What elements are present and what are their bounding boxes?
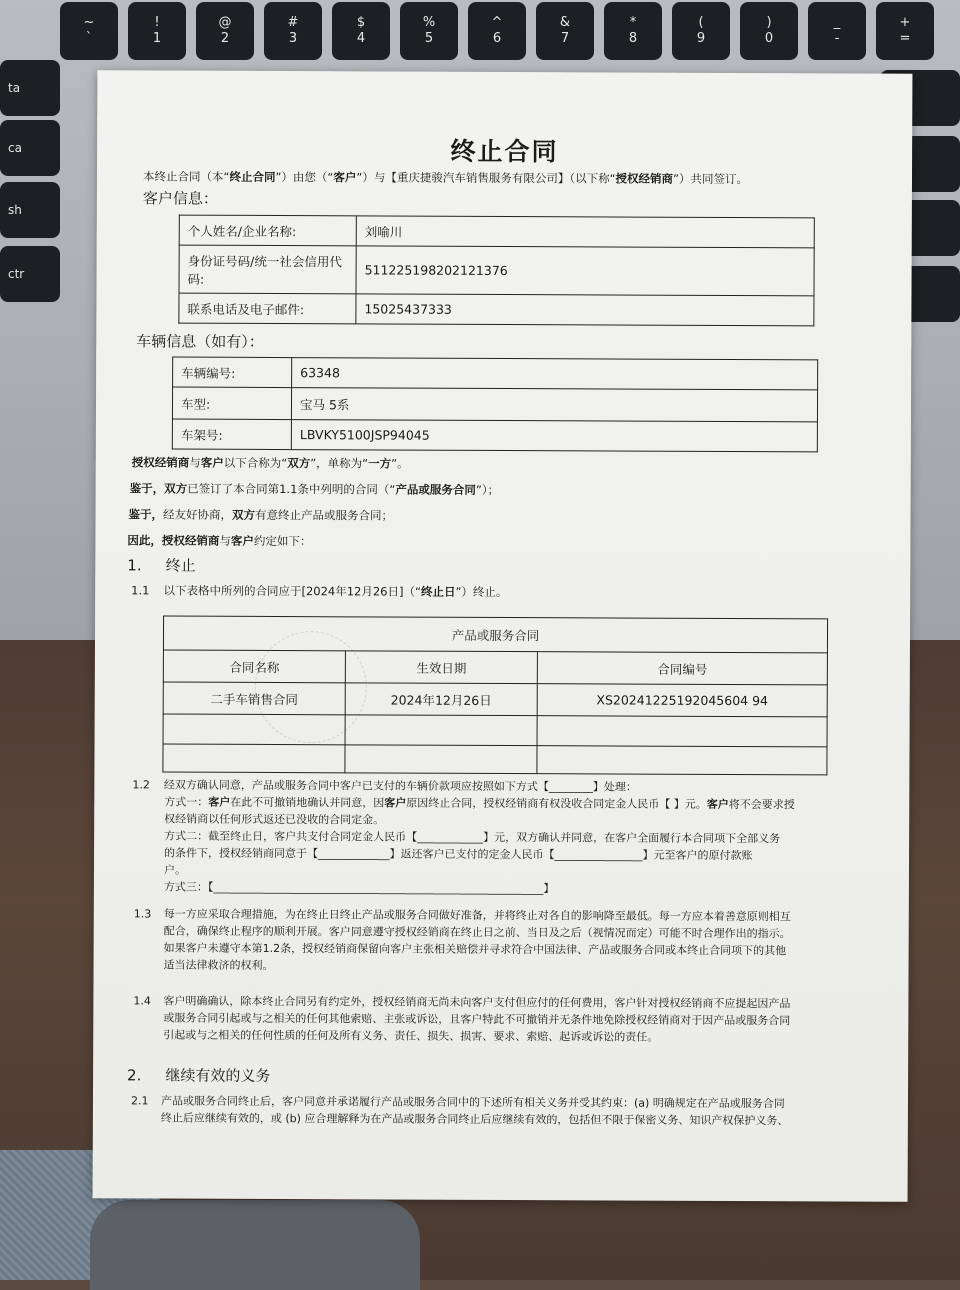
clause-line: 每一方应采取合理措施，为在终止日终止产品或服务合同做好准备，并将终止对各自的影响降至最低。每一方应本着善意原则相互	[163, 907, 791, 924]
clause-line: 终止后应继续有效的，或 (b) 应合理解释为在产品或服务合同终止后应继续有效的，包括但不限于保密义务、知识产权保护义务、	[160, 1111, 789, 1128]
key-base-label: 5	[424, 31, 434, 46]
bold-term: 终止日	[420, 584, 456, 599]
keyboard-key	[808, 2, 866, 60]
parties-paragraph	[132, 452, 409, 473]
field-label: 身份证号码/统一社会信用代码:	[179, 245, 356, 294]
key-shift-label: $	[356, 15, 366, 31]
option-2-cont: 的条件下，授权经销商同意于【_____________】返还客户已支付的定金人民币【________________】元至客户的原付款账	[164, 846, 753, 863]
clause-line: 适当法律救济的权利。	[163, 958, 274, 973]
text: 与	[219, 533, 231, 548]
therefore-paragraph	[127, 530, 311, 551]
key-base-label: 4	[356, 31, 366, 46]
intro-bold: 终止合同	[229, 169, 276, 185]
section-number: 2.	[127, 1066, 142, 1085]
clause-1-3	[134, 905, 791, 976]
text: 在此不可撤销地确认并同意，因	[230, 795, 385, 810]
intro-paragraph	[143, 166, 748, 189]
key-base-label: 9	[696, 31, 706, 46]
option-2: 方式二：截至终止日，客户共支付合同定金人民币【____________】元，双方确认并同意，在客户全面履行本合同项下全部义务	[164, 829, 781, 846]
table-row	[172, 387, 817, 422]
key-base-label: 1	[152, 31, 162, 46]
field-value: 511225198202121376	[356, 246, 814, 296]
text: ”）；	[475, 482, 500, 497]
table-caption: 产品或服务合同	[163, 616, 827, 653]
section-2-heading	[127, 1064, 270, 1086]
intro-bold: 授权经销商	[615, 171, 674, 186]
vehicle-info-heading: 车辆信息（如有）：	[136, 332, 264, 351]
vehicle-info-table	[172, 357, 818, 453]
key-shift-label: #	[287, 15, 299, 31]
field-value: 刘喻川	[356, 216, 814, 248]
clause-number: 1.2	[132, 778, 150, 792]
text: 原因终止合同，授权经销商有权没收合同定金人民币【 】元。	[406, 796, 707, 811]
key-base-label: `	[85, 31, 93, 46]
bold-term: 鉴于，	[128, 507, 164, 522]
tab-key: ta	[0, 60, 60, 116]
clause-1-2	[132, 776, 795, 898]
customer-info-heading: 客户信息：	[142, 189, 218, 208]
contract-paper	[93, 70, 913, 1202]
number-key-row	[60, 2, 934, 60]
field-label: 联系电话及电子邮件:	[179, 293, 356, 324]
key-base-label: 0	[764, 31, 774, 46]
column-header: 合同名称	[163, 650, 345, 683]
clause-line: 配合，确保终止程序的顺利开展。客户同意遵守授权经销商在终止日之前、当日及之后（视情况而定）可能不时合理作出的指示。	[163, 924, 791, 941]
key-base-label: =	[899, 31, 911, 46]
section-title: 继续有效的义务	[165, 1066, 271, 1085]
table-header-row	[163, 650, 827, 685]
bold-term: 客户	[200, 455, 224, 470]
field-value: LBVKY5100JSP94045	[291, 420, 817, 452]
field-label: 个人姓名/企业名称:	[179, 215, 356, 246]
text: 以下表格中所列的合同应于[2024年12月26日]（“	[163, 583, 421, 599]
keyboard-key	[196, 2, 254, 60]
keyboard-key	[332, 2, 390, 60]
bold-term: 客户	[706, 797, 729, 811]
key-shift-label: %	[422, 15, 436, 31]
key-shift-label: !	[154, 15, 160, 31]
key-shift-label: (	[698, 15, 704, 31]
customer-info-table	[178, 215, 814, 327]
bold-term: 一方	[368, 456, 392, 471]
bold-term: 双方	[231, 507, 256, 522]
intro-text: 本终止合同（本“	[142, 169, 230, 184]
key-shift-label: &	[559, 15, 571, 31]
text: ”，单称为“	[310, 456, 369, 471]
text: 以下合称为“	[223, 455, 288, 471]
text: 已签订了本合同第1.1条中列明的合同（“	[187, 481, 396, 497]
keyboard-key	[468, 2, 526, 60]
text: 将不会要求授	[728, 797, 795, 812]
keyboard-key	[264, 2, 322, 60]
ctrl-key: ctr	[0, 246, 60, 302]
key-shift-label: _	[833, 15, 841, 31]
field-label: 车辆编号:	[173, 357, 292, 388]
intro-text: ”）由您（“	[275, 170, 334, 185]
bold-term: 双方	[287, 456, 311, 471]
field-label: 车架号:	[172, 419, 291, 450]
key-base-label: -	[834, 31, 840, 46]
key-base-label: 3	[288, 31, 298, 46]
key-shift-label: +	[899, 15, 911, 31]
table-row	[172, 419, 817, 452]
whereas-2	[128, 504, 393, 525]
bold-term: 授权经销商	[131, 455, 190, 470]
whereas-1	[130, 478, 500, 500]
clause-line: 或服务合同引起或与之相关的任何其他索赔、主张或诉讼，且客户特此不可撤销并无条件地免除授权经销商对于因产品或服务合同	[163, 1011, 791, 1028]
keyboard-key	[128, 2, 186, 60]
clause-line: 客户明确确认，除本终止合同另有约定外，授权经销商无尚未向客户支付但应付的任何费用，客户针对授权经销商不应提起因产品	[163, 994, 791, 1011]
keyboard-key	[400, 2, 458, 60]
keyboard-key	[536, 2, 594, 60]
key-base-label: 8	[628, 31, 638, 46]
contract-table	[162, 616, 828, 776]
clause-1-1	[131, 580, 507, 602]
caps-key: ca	[0, 120, 60, 176]
option-1-cont: 权经销商以任何形式返还已没收的合同定金。	[164, 812, 385, 827]
field-label: 车型:	[172, 387, 291, 420]
text: ”。	[391, 456, 409, 471]
field-value: 63348	[292, 358, 818, 390]
table-row	[163, 744, 827, 775]
table-cell: XS20241225192045604 94	[537, 684, 827, 717]
field-value: 15025437333	[356, 294, 814, 326]
intro-text: ”）与【重庆捷骏汽车销售服务有限公司】（以下称“	[356, 170, 616, 186]
clause-line: 引起或与之相关的任何性质的任何及所有义务、责任、损失、损害、要求、索赔、起诉或诉讼的责任。	[163, 1028, 659, 1044]
clause-line: 产品或服务合同终止后，客户同意并承诺履行产品或服务合同中的下述所有相关义务并受其约束：(a) 明确规定在产品或服务合同	[160, 1094, 785, 1111]
table-row	[163, 714, 827, 747]
table-cell	[345, 745, 537, 774]
clause-2-1	[131, 1092, 789, 1129]
bold-term: 因此，授权经销商	[127, 533, 220, 548]
table-cell	[163, 744, 345, 773]
section-title: 终止	[165, 556, 196, 575]
table-row	[179, 293, 814, 326]
section-1-heading	[127, 554, 195, 575]
section-number: 1.	[127, 556, 142, 575]
key-shift-label: @	[218, 15, 232, 31]
intro-text: ”）共同签订。	[673, 171, 749, 187]
bold-term: 产品或服务合同	[395, 482, 476, 497]
option-3: 方式三：【____________________________________________________________】	[163, 880, 555, 896]
table-cell	[537, 746, 827, 775]
clause-number: 1.4	[133, 994, 151, 1008]
text: 经友好协商，	[162, 507, 233, 522]
key-shift-label: ^	[491, 15, 503, 31]
clause-1-4	[133, 992, 790, 1046]
person-sleeve	[90, 1200, 420, 1290]
key-shift-label: )	[766, 15, 772, 31]
text: 约定如下：	[253, 533, 312, 549]
field-value: 宝马 5系	[291, 388, 817, 422]
table-cell: 2024年12月26日	[345, 683, 537, 716]
table-cell: 二手车销售合同	[163, 682, 345, 715]
text: 与	[189, 455, 201, 470]
intro-bold: 客户	[333, 170, 357, 185]
table-row	[173, 357, 818, 390]
key-base-label: 2	[220, 31, 230, 46]
bold-term: 客户	[384, 796, 407, 810]
column-header: 合同编号	[537, 652, 827, 685]
column-header: 生效日期	[345, 651, 537, 684]
table-caption-row	[163, 616, 827, 653]
keyboard-key	[60, 2, 118, 60]
table-cell	[163, 714, 345, 745]
keyboard-key	[672, 2, 730, 60]
shift-key: sh	[0, 182, 60, 238]
key-shift-label: ~	[83, 15, 95, 31]
key-base-label: 7	[560, 31, 570, 46]
option-2-end: 户。	[163, 863, 187, 877]
text: ”）终止。	[455, 584, 508, 600]
table-cell	[345, 715, 537, 746]
text: 经双方确认同意，产品或服务合同中客户已支付的车辆价款项应按照如下方式【________】处理：	[163, 778, 637, 794]
keyboard-key	[740, 2, 798, 60]
table-row	[179, 215, 814, 248]
keyboard-key	[876, 2, 934, 60]
key-shift-label: *	[629, 15, 637, 31]
table-cell	[537, 716, 827, 747]
bold-term: 客户	[230, 533, 254, 548]
clause-line: 如果客户未遵守本第1.2条，授权经销商保留向客户主张相关赔偿并寻求符合中国法律、产品或服务合同或本终止合同项下的其他	[163, 941, 787, 958]
bold-term: 客户	[208, 795, 231, 809]
text: 方式一：	[164, 795, 209, 809]
clause-number: 1.3	[133, 907, 152, 921]
clause-number: 2.1	[130, 1094, 149, 1108]
keyboard-key	[604, 2, 662, 60]
table-row	[163, 682, 827, 717]
clause-number: 1.1	[131, 583, 150, 598]
key-base-label: 6	[492, 31, 502, 46]
table-row	[179, 245, 814, 296]
document-title: 终止合同	[450, 136, 559, 167]
bold-term: 鉴于，双方	[129, 481, 188, 496]
text: 有意终止产品或服务合同；	[254, 507, 394, 523]
